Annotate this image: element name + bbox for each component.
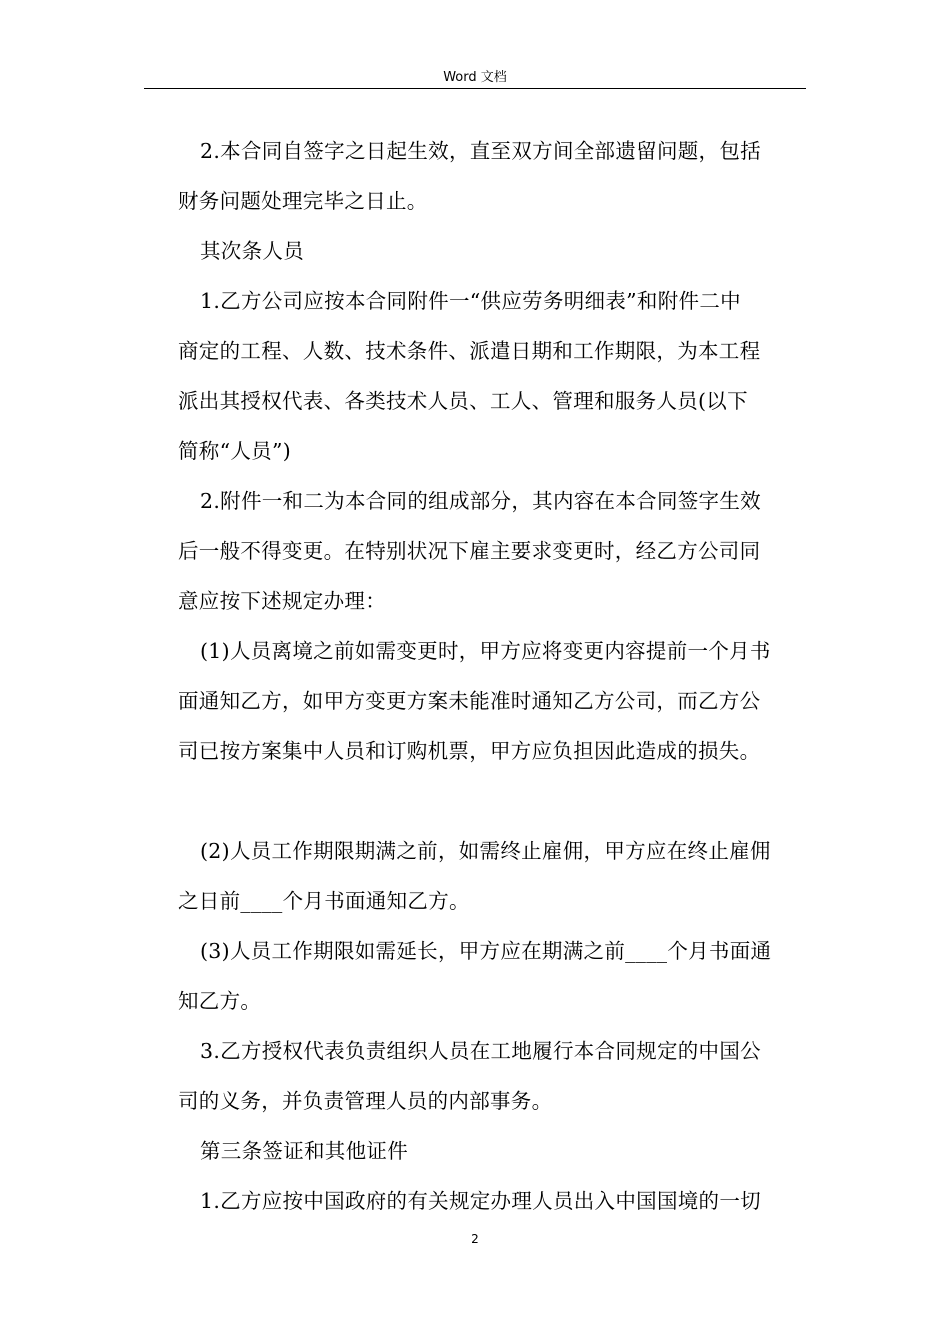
section-heading: 其次条人员 [200, 239, 304, 263]
paragraph-line: 2.本合同自签字之日起生效，直至双方间全部遗留问题，包括 [200, 139, 761, 163]
paragraph-gap [178, 776, 806, 826]
paragraph-line: 2.附件一和二为本合同的组成部分，其内容在本合同签字生效 [200, 489, 761, 513]
paragraph-line: 派出其授权代表、各类技术人员、工人、管理和服务人员(以下 [178, 389, 748, 413]
paragraph-line: 知乙方。 [178, 989, 262, 1013]
paragraph-line: 1.乙方应按中国政府的有关规定办理人员出入中国国境的一切 [200, 1189, 761, 1213]
header-rule [144, 88, 806, 89]
paragraph-line: 面通知乙方，如甲方变更方案未能准时通知乙方公司，而乙方公 [178, 689, 761, 713]
page-number: 2 [471, 1232, 479, 1246]
paragraph-line: 司已按方案集中人员和订购机票，甲方应负担因此造成的损失。 [178, 739, 761, 763]
header-title: Word 文档 [443, 70, 507, 85]
paragraph-line: 简称“人员”) [178, 439, 292, 463]
paragraph-line: 1.乙方公司应按本合同附件一“供应劳务明细表”和附件二中 [200, 289, 741, 313]
paragraph-line: 之日前____个月书面通知乙方。 [178, 889, 470, 913]
document-body [178, 126, 806, 1226]
paragraph-line: (2)人员工作期限期满之前，如需终止雇佣，甲方应在终止雇佣 [200, 839, 771, 863]
paragraph-line: 意应按下述规定办理： [178, 589, 386, 613]
paragraph-line: 财务问题处理完毕之日止。 [178, 189, 428, 213]
paragraph-line: (3)人员工作期限如需延长，甲方应在期满之前____个月书面通 [200, 939, 772, 963]
section-heading: 第三条签证和其他证件 [200, 1139, 408, 1163]
paragraph-line: 3.乙方授权代表负责组织人员在工地履行本合同规定的中国公 [200, 1039, 761, 1063]
paragraph-line: 商定的工程、人数、技术条件、派遣日期和工作期限，为本工程 [178, 339, 761, 363]
paragraph-line: 后一般不得变更。在特别状况下雇主要求变更时，经乙方公司同 [178, 539, 761, 563]
paragraph-line: (1)人员离境之前如需变更时，甲方应将变更内容提前一个月书 [200, 639, 771, 663]
paragraph-line: 司的义务，并负责管理人员的内部事务。 [178, 1089, 553, 1113]
